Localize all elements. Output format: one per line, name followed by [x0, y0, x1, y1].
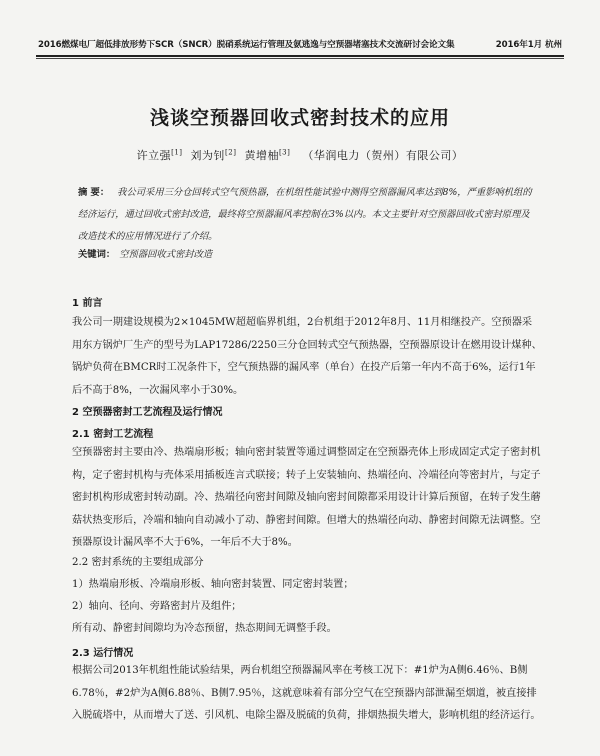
section-2-2-heading: 2.2 密封系统的主要组成部分	[72, 557, 204, 568]
section-2-heading: 2 空预器密封工艺流程及运行情况	[72, 407, 223, 418]
section-2-1-paragraph: 空预器密封主要由冷、热端扇形板；轴向密封装置等通过调整固定在空预器壳体上形成固定式定子密封机构，定子密封机构与壳体采用插板连言式联接；转子上安装轴向、热端径向、冷端径向等密封片，与定子密封机构形成密封转动副。冷、热端径向密封间隙及轴向密封间隙都采用设计计算后预留，在转子发生蘑菇状热变形后，冷端和轴向自动减小了动、静密封间隙。但增大的热端径向动、静密封间隙无法调整。空预器原设计漏风率不大于6%，一年后不大于8%。	[72, 447, 541, 548]
keywords-text: 空预器回收式密封改造	[119, 249, 213, 260]
author-3: 黄增柚	[244, 149, 279, 162]
section-1-heading: 1 前言	[72, 298, 103, 309]
abstract	[78, 182, 538, 248]
section-2-2-note: 所有动、静密封间隙均为冷态预留，热态期间无调整手段。	[72, 623, 337, 634]
header-rule-thin	[36, 58, 564, 59]
author-1-ref: [1]	[171, 148, 183, 157]
author-1: 许立强	[136, 149, 172, 162]
author-2-ref: [2]	[225, 148, 237, 157]
affiliation: （华润电力（贺州）有限公司）	[302, 149, 464, 162]
abstract-text: 我公司采用三分仓回转式空气预热器，在机组性能试验中测得空预器漏风率达到8%，严重影响机组的经济运行，通过回收式密封改造，最终将空预器漏风率控制在3%以内。本文主要针对空预器回收式密封原理及改造技术的应用情况进行了介绍。	[78, 187, 532, 242]
running-header	[38, 38, 562, 50]
abstract-label: 摘 要：	[78, 187, 110, 198]
section-2-1-heading: 2.1 密封工艺流程	[72, 429, 154, 440]
header-conference-title: 2016燃煤电厂超低排放形势下SCR（SNCR）脱硝系统运行管理及氨逃逸与空预器堵塞技术交流研讨会论文集	[38, 40, 455, 50]
section-1-paragraph: 我公司一期建设规模为2×1045MW超超临界机组，2台机组于2012年8月、11月相继投产。空预器采用东方锅炉厂生产的型号为LAP17286/2250三分仓回转式空气预热器，空预器原设计在燃用设计煤种、锅炉负荷在BMCR时工况条件下，空气预热器的漏风率（单台）在投产后第一年内不高于6%，运行1年后不高于8%，一次漏风率小于30%。	[72, 317, 542, 396]
author-2: 刘为钊	[190, 149, 226, 162]
section-2-3-heading: 2.3 运行情况	[72, 648, 134, 659]
author-line	[0, 147, 600, 163]
header-date-location: 2016年1月 杭州	[495, 40, 562, 50]
author-3-ref: [3]	[278, 148, 291, 157]
section-2-2-item-2: 2）轴向、径向、旁路密封片及组件；	[72, 601, 242, 612]
section-2-3-paragraph: 根据公司2013年机组性能试验结果，两台机组空预器漏风率在考核工况下：#1炉为A侧6.46％、B侧6.78％，#2炉为A侧6.88％、B侧7.95％，这就意味着有部分空气在空预器内部泄漏至烟道，被直接排入脱硫塔中，从而增大了送、引风机、电除尘器及脱硫的负荷，排烟热损失增大，影响机组的经济运行。	[72, 665, 541, 721]
header-rule-thick	[36, 55, 564, 57]
paper-title: 浅谈空预器回收式密封技术的应用	[149, 107, 450, 129]
section-2-2-item-1: 1）热端扇形板、冷端扇形板、轴向密封装置、同定密封装置；	[72, 579, 354, 590]
keywords	[78, 246, 538, 260]
keywords-label: 关键词：	[78, 249, 116, 260]
